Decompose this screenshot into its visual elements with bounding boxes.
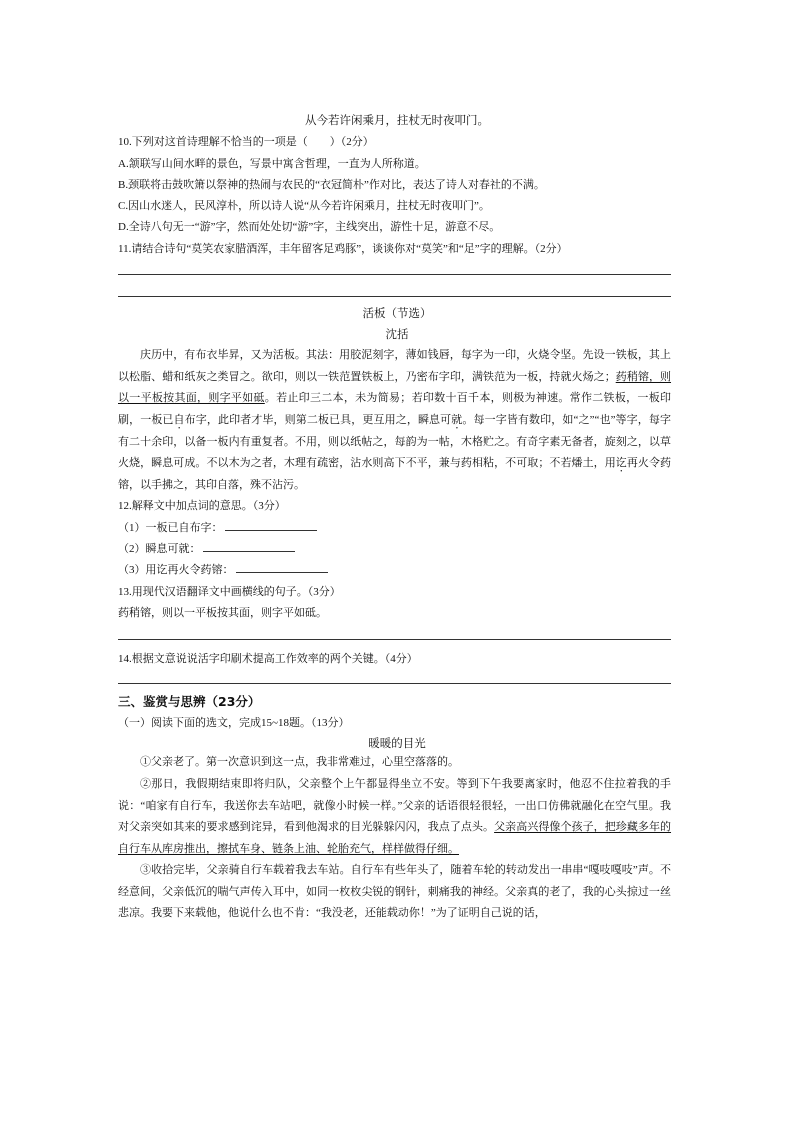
- question-12-item-3: （3）用讫再火令药镕：: [118, 561, 328, 577]
- question-10-stem: 10.下列对这首诗理解不恰当的一项是（ ）（2分）: [118, 136, 374, 148]
- underlined-sentence: 父亲高兴得像个孩子，把珍藏多年的自行车从库房推出，擦拭车身、链条上油、轮胎充气，样样做得仔细。: [118, 821, 672, 855]
- answer-blank[interactable]: [203, 541, 295, 552]
- question-12-item-2: （2）瞬息可就：: [118, 540, 295, 556]
- question-13-sentence: 药稍镕，则以一平板按其面，则字平如砥。: [118, 607, 327, 619]
- classical-paragraph: 庆历中，有布衣毕昇，又为活板。其法：用胶泥刻字，薄如钱唇，每字为一印，火烧令坚。先设一铁板，其上以松脂、蜡和纸灰之类冒之。欲印，则以一铁范置铁板上，乃密布字印，满铁范为一板，持就火炀之；药稍镕，则以一平板按其面，则字平如砥。若止印三二本，未为简易；若印数十百千本，则极为神速。常作二铁板，一板印刷，一板已自布字，此印者才毕，则第二板已具，更互用之，瞬息可就。每一字皆有数印，如“之”“也”等字，每字有二十余印，以备一板内有重复者。不用，则以纸帖之，每韵为一帖，木格贮之。有奇字素无备者，旋刻之，以草火烧，瞬息可成。不以木为之者，木理有疏密，沾水则高下不平，兼与药相粘，不可取；不若燔土，用讫再火令药镕，以手拂之，其印自落，殊不沾污。: [118, 349, 672, 491]
- question-13-stem: 13.用现代汉语翻译文中画横线的句子。（3分）: [118, 586, 341, 598]
- question-14-stem: 14.根据文意说说活字印刷术提高工作效率的两个关键。（4分）: [118, 653, 418, 665]
- answer-line[interactable]: [118, 296, 671, 297]
- answer-line[interactable]: [118, 683, 671, 684]
- classical-author: 沈括: [385, 329, 409, 341]
- classical-title: 活板（节选）: [362, 308, 432, 320]
- underlined-sentence: 药稍镕，则以一平板按其面，则字平如砥: [118, 370, 672, 404]
- question-11-stem: 11.请结合诗句“莫笑农家腊酒浑，丰年留客足鸡豚”，谈谈你对“莫笑”和“足”字的理解。（2分）: [118, 243, 568, 255]
- section-3-heading: 三、鉴赏与思辨（23分）: [118, 694, 261, 709]
- question-10-option-a: A.颔联写山间水畔的景色，写景中寓含哲理，一直为人所称道。: [118, 158, 426, 170]
- dotted-word: 讫: [615, 457, 627, 469]
- question-10-option-c: C.因山水迷人，民风淳朴，所以诗人说“从今若许闲乘月，拄杖无时夜叩门”。: [118, 200, 490, 212]
- dotted-word: 就: [451, 413, 463, 426]
- essay-paragraph-1: ①父亲老了。第一次意识到这一点，我非常难过，心里空落落的。: [140, 756, 459, 768]
- dotted-word: 自: [173, 413, 185, 426]
- answer-blank[interactable]: [236, 562, 328, 573]
- poem-last-line: 从今若许闲乘月，拄杖无时夜叩门。: [305, 115, 489, 127]
- answer-line[interactable]: [118, 274, 671, 275]
- essay-paragraph-3: ③收拾完毕，父亲骑自行车载着我去车站。自行车有些年头了，随着车轮的转动发出一串串“嘎吱嘎吱”声。不经意间，父亲低沉的喘气声传入耳中，如同一枚枚尖锐的钢针，刺痛我的神经。父亲真的老了，我的心头掠过一丝悲凉。我要下来载他，他说什么也不肯：“我没老，还能载动你！”为了证明自己说的话，: [118, 864, 671, 919]
- essay-paragraph-2: ②那日，我假期结束即将归队，父亲整个上午都显得坐立不安。等到下午我要离家时，他忍不住拉着我的手说：“咱家有自行车，我送你去车站吧，就像小时候一样。”父亲的话语很轻很轻，一出口仿佛就融化在空气里。我对父亲突如其来的要求感到诧异，看到他渴求的目光躲躲闪闪，我点了点头。父亲高兴得像个孩子，把珍藏多年的自行车从库房推出，擦拭车身、链条上油、轮胎充气，样样做得仔细。: [118, 778, 672, 855]
- question-12-item-1: （1）一板已自布字：: [118, 519, 317, 535]
- section-3-subheading: （一）阅读下面的选文，完成15~18题。（13分）: [118, 717, 350, 729]
- essay-title: 暖暖的目光: [368, 738, 426, 750]
- answer-blank[interactable]: [225, 520, 317, 531]
- question-12-stem: 12.解释文中加点词的意思。（3分）: [118, 500, 286, 512]
- question-10-option-b: B.颈联将击鼓吹箫以祭神的热闹与农民的“衣冠简朴”作对比，表达了诗人对春社的不满。: [118, 179, 545, 191]
- answer-line[interactable]: [118, 639, 671, 640]
- question-10-option-d: D.全诗八句无一“游”字，然而处处切“游”字，主线突出，游性十足，游意不尽。: [118, 221, 501, 233]
